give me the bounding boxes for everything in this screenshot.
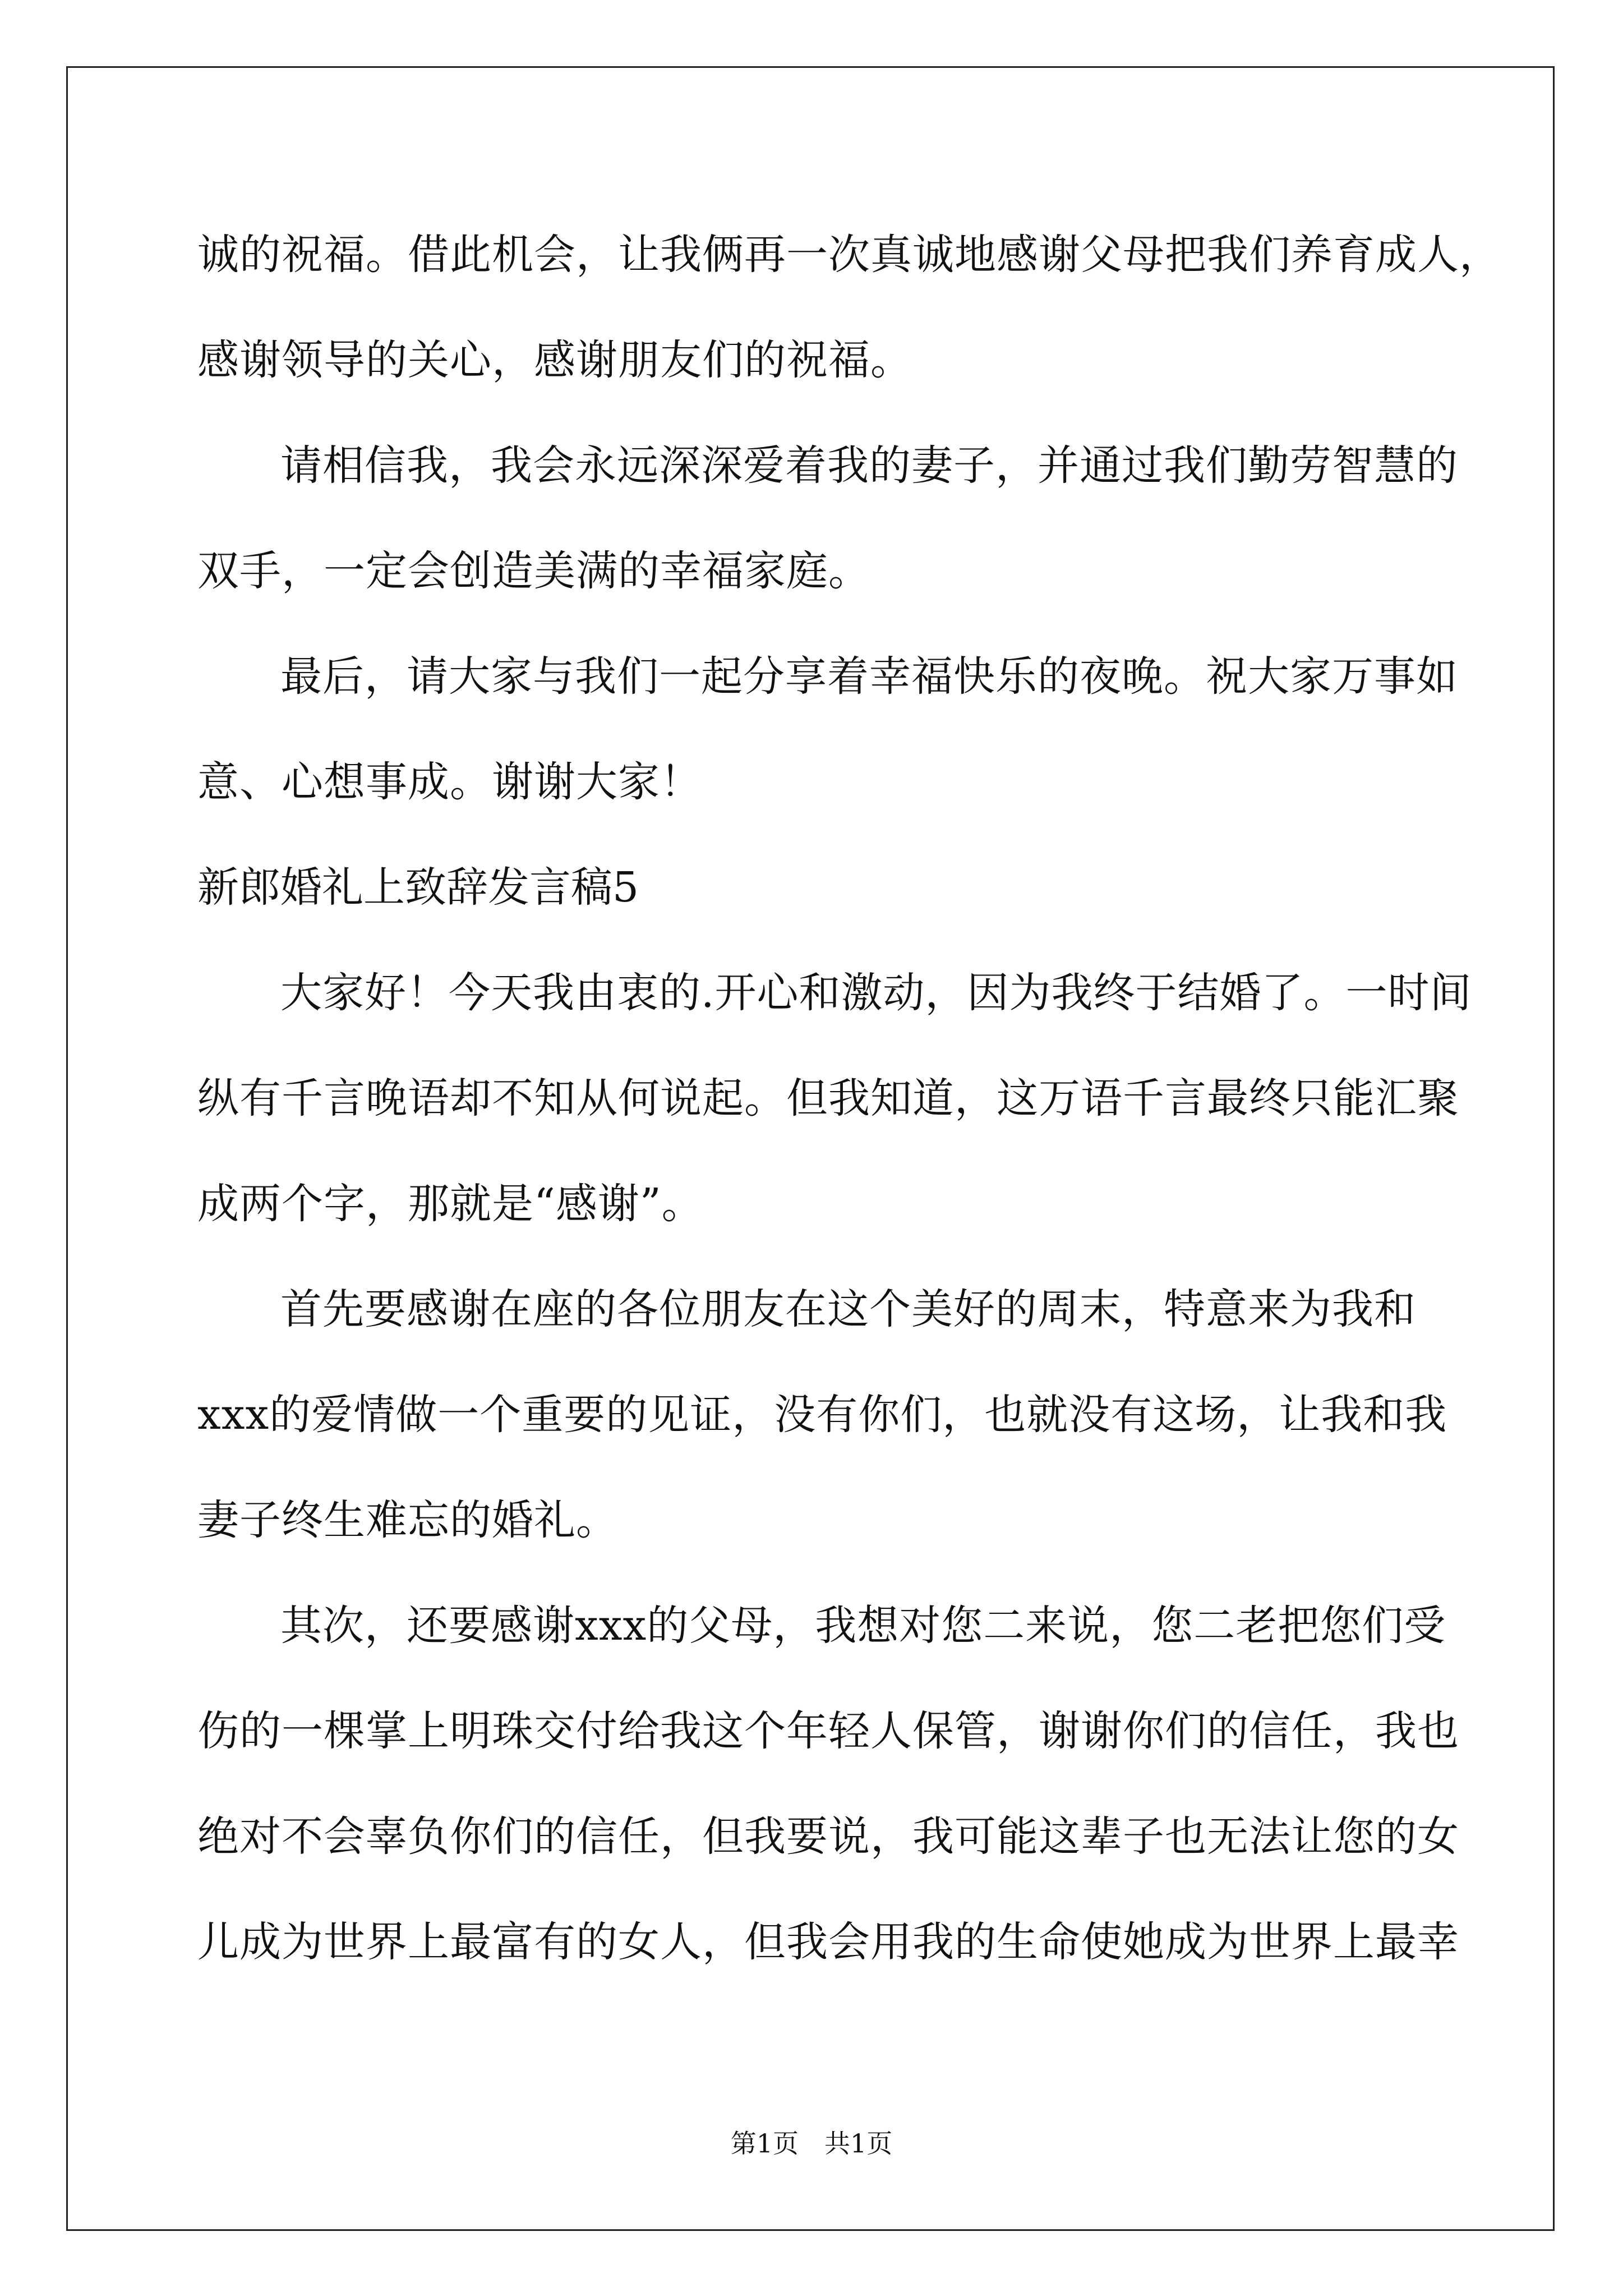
paragraph-line: 妻子终生难忘的婚礼。 [197,1496,618,1544]
paragraph-line: 其次，还要感谢xxx的父母，我想对您二来说，您二老把您们受 [280,1602,1446,1650]
paragraph-line: 伤的一棵掌上明珠交付给我这个年轻人保管，谢谢你们的信任，我也 [197,1707,1459,1755]
paragraph-line: 大家好！今天我由衷的.开心和激动，因为我终于结婚了。一时间 [280,969,1472,1017]
paragraph-line: 双手，一定会创造美满的幸福家庭。 [197,547,870,595]
page-footer: 第1页 共1页 [730,2128,893,2159]
paragraph-line: 意、心想事成。谢谢大家！ [197,758,702,806]
paragraph-line: xxx的爱情做一个重要的见证，没有你们，也就没有这场，让我和我 [197,1391,1447,1439]
paragraph-line: 诚的祝福。借此机会，让我俩再一次真诚地感谢父母把我们养育成人， [197,231,1501,279]
section-heading: 新郎婚礼上致辞发言稿5 [197,863,639,912]
paragraph-line: 绝对不会辜负你们的信任，但我要说，我可能这辈子也无法让您的女 [197,1812,1459,1861]
paragraph-line: 儿成为世界上最富有的女人，但我会用我的生命使她成为世界上最幸 [197,1918,1459,1966]
paragraph-line: 请相信我，我会永远深深爱着我的妻子，并通过我们勤劳智慧的 [280,441,1458,490]
paragraph-line: 成两个字，那就是“感谢”。 [197,1180,704,1228]
document-body [197,202,1501,1995]
paragraph-line: 纵有千言晚语却不知从何说起。但我知道，这万语千言最终只能汇聚 [197,1074,1459,1122]
paragraph-line: 感谢领导的关心，感谢朋友们的祝福。 [197,336,912,384]
paragraph-line: 首先要感谢在座的各位朋友在这个美好的周末，特意来为我和 [280,1285,1416,1333]
paragraph-line: 最后，请大家与我们一起分享着幸福快乐的夜晚。祝大家万事如 [280,652,1458,701]
